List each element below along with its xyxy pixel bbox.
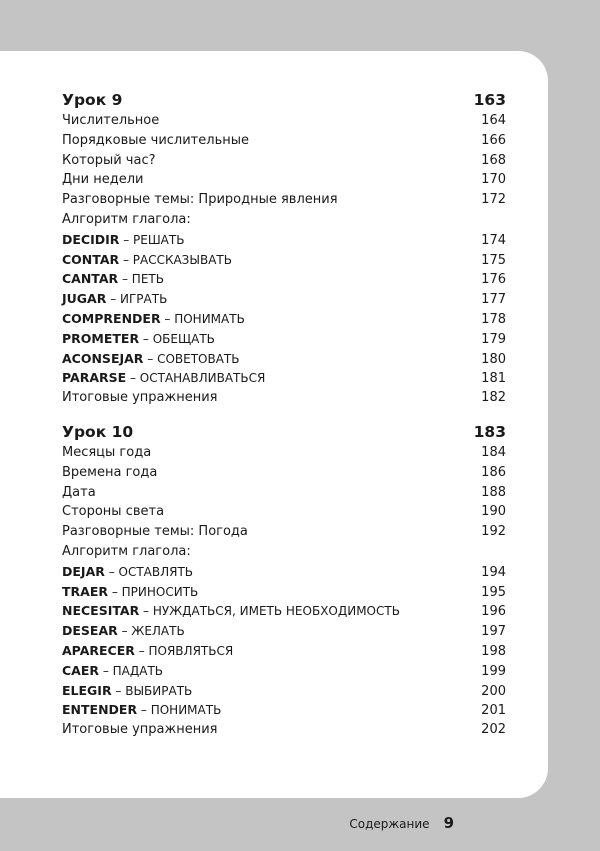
page-footer [349,814,454,832]
toc-entry-title: Месяцы года [62,445,152,460]
verb-spanish: ELEGIR [62,682,112,698]
verb-entry [62,368,506,388]
lesson-page-number: 163 [473,91,506,109]
lesson-heading [62,91,506,111]
verb-entry [62,309,506,329]
toc-entry-title: Стороны света [62,504,165,520]
lesson-title: Урок 10 [62,423,134,441]
toc-entry-title: Итоговые упражнения [62,722,218,738]
verb-page: 201 [481,703,506,719]
verb-spanish: CONTAR [62,251,120,267]
verb-translation: – ИГРАТЬ [106,292,168,307]
verb-entry [62,601,506,621]
verb-translation: – ПАДАТЬ [99,663,164,678]
toc-lesson-9 [62,91,506,408]
verb-entry [62,641,506,661]
toc-entry-page: 172 [481,192,506,208]
verb-translation: – СОВЕТОВАТЬ [143,351,240,366]
verb-spanish: PROMETER [62,330,140,346]
verb-entry [62,621,506,641]
toc-entry [62,463,506,483]
verb-page: 174 [481,232,506,248]
verb-translation: – НУЖДАТЬСЯ, ИМЕТЬ НЕОБХОДИМОСТЬ [139,604,400,619]
book-page [0,51,548,832]
verb-entry [62,582,506,602]
verb-page: 197 [481,624,506,640]
verb-spanish: DESEAR [62,623,118,639]
toc-entry [62,483,506,503]
verb-entry [62,349,506,369]
toc-entry [62,210,506,230]
verb-translation: – РЕШАТЬ [119,232,185,247]
verb-page: 199 [481,663,506,679]
verb-translation: – ПОНИМАТЬ [137,703,222,718]
verb-entry [62,562,506,582]
toc-entry [62,190,506,210]
toc-entry-title: Дата [62,484,96,500]
toc-entry-final-exercises [62,720,506,740]
toc-entry-title: Разговорные темы: Природные явления [62,192,338,208]
toc-entry-title: Времена года [62,464,158,480]
verb-spanish: NECESITAR [62,603,140,619]
verb-entry [62,661,506,681]
lesson-heading [62,423,506,443]
verb-page: 198 [481,643,506,659]
toc-entry [62,443,506,463]
verb-spanish: DECIDIR [62,231,120,247]
toc-entry-final-exercises [62,388,506,408]
verb-spanish: COMPRENDER [62,310,161,326]
verb-entry [62,269,506,289]
verb-translation: – ПОНИМАТЬ [160,311,245,326]
verb-spanish: CAER [62,662,100,678]
toc-entry [62,502,506,522]
verb-translation: – ПОЯВЛЯТЬСЯ [134,643,234,658]
verb-translation: – ОСТАВЛЯТЬ [104,564,194,579]
verb-spanish: PARARSE [62,370,127,386]
toc-entry-title: Дни недели [62,172,144,188]
toc-entry [62,151,506,171]
toc-entry-title: Алгоритм глагола: [62,211,191,227]
toc-entry-title: Порядковые числительные [62,132,249,148]
toc-entry-page: 192 [481,524,506,540]
toc-entry-page: 184 [481,445,506,460]
toc-entry-page: 182 [481,390,506,406]
verb-page: 178 [481,311,506,327]
verb-translation: – ПЕТЬ [118,272,164,287]
lesson-title: Урок 9 [62,91,123,109]
verb-page: 179 [481,331,506,347]
verb-translation: – ПРИНОСИТЬ [108,584,199,599]
verb-entry [62,289,506,309]
toc-entry-page: 164 [481,113,506,128]
verb-spanish: DEJAR [62,563,105,579]
toc-entry-title: Алгоритм глагола: [62,543,191,559]
toc-entry-title: Разговорные темы: Погода [62,524,248,540]
toc-entry-page: 202 [481,722,506,738]
toc-entry-page: 166 [481,132,506,148]
footer-page-number: 9 [443,814,454,832]
verb-page: 181 [481,371,506,387]
toc-entry [62,542,506,562]
toc-entry-page: 190 [481,504,506,520]
verb-page: 196 [481,604,506,620]
toc-entry [62,131,506,151]
toc-entry-page: 186 [481,464,506,480]
toc-entry [62,522,506,542]
verb-entry [62,681,506,701]
verb-translation: – ОБЕЩАТЬ [139,331,215,346]
verb-spanish: ENTENDER [62,702,138,718]
verb-page: 177 [481,292,506,308]
toc-entry-title: Итоговые упражнения [62,390,218,406]
verb-translation: – РАССКАЗЫВАТЬ [119,252,232,267]
toc-entry-page: 188 [481,484,506,500]
toc-entry [62,170,506,190]
verb-spanish: JUGAR [62,291,107,307]
verb-translation: – ОСТАНАВЛИВАТЬСЯ [126,371,266,386]
verb-spanish: ACONSEJAR [62,350,144,366]
footer-section-label: Содержание [349,817,430,831]
toc-entry [62,111,506,131]
verb-translation: – ВЫБИРАТЬ [111,683,193,698]
verb-translation: – ЖЕЛАТЬ [117,624,185,639]
verb-page: 176 [481,272,506,288]
verb-page: 194 [481,564,506,580]
verb-spanish: TRAER [62,583,108,599]
toc-entry-page: 168 [481,152,506,168]
verb-entry [62,250,506,270]
verb-spanish: CANTAR [62,271,119,287]
verb-page: 195 [481,584,506,600]
toc-entry-page: 170 [481,172,506,188]
verb-entry [62,230,506,250]
verb-entry [62,700,506,720]
toc-entry-title: Числительное [62,113,160,128]
verb-page: 200 [481,683,506,699]
lesson-page-number: 183 [473,423,506,441]
toc-entry-title: Который час? [62,152,156,168]
verb-entry [62,329,506,349]
toc-lesson-10 [62,423,506,740]
verb-spanish: APARECER [62,642,135,658]
verb-page: 180 [481,351,506,367]
verb-page: 175 [481,252,506,268]
